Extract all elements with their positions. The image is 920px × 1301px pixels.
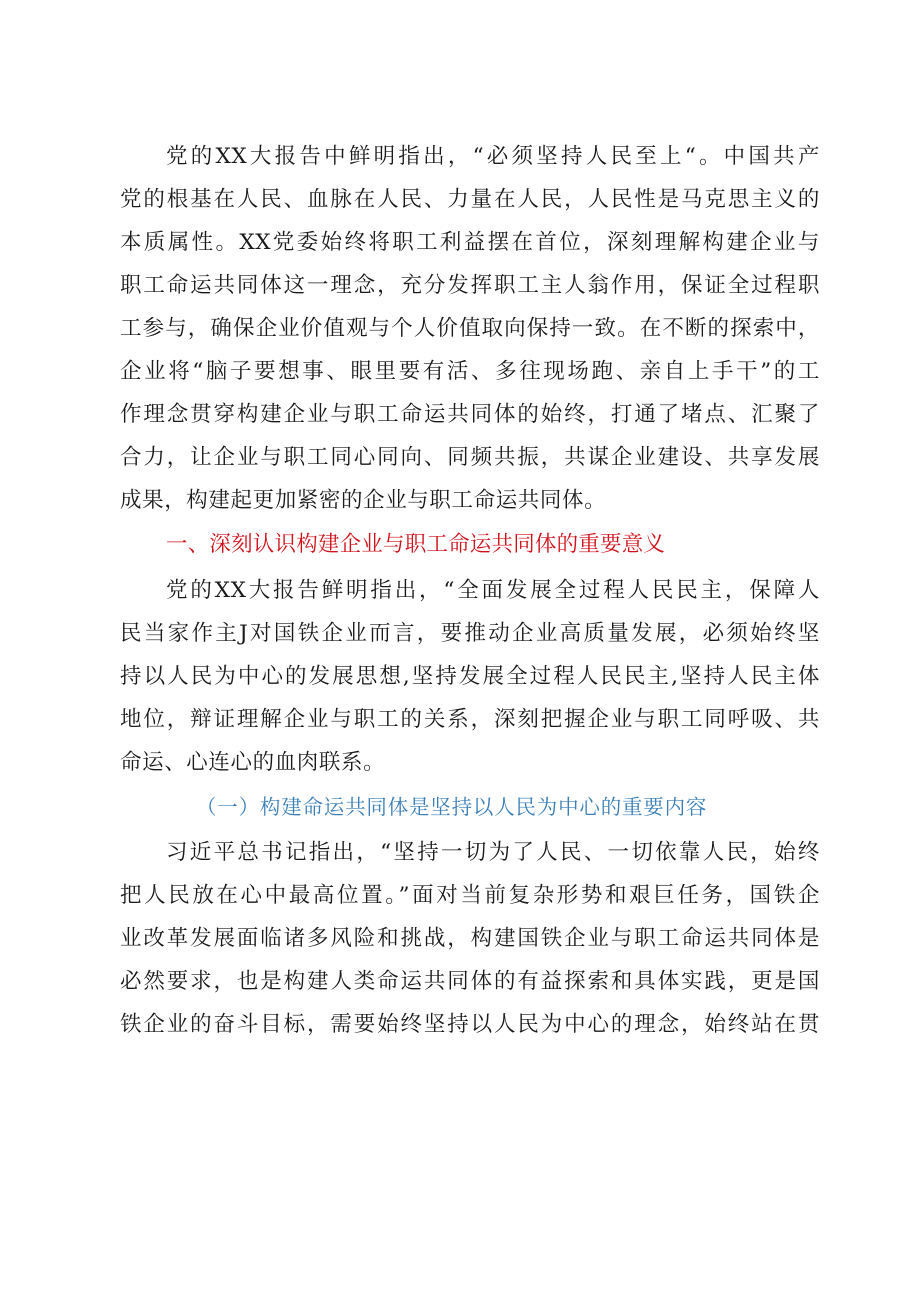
paragraph-1-line-7: 作理念贯穿构建企业与职工命运共同体的始终，打通了堵点、汇聚了 (120, 402, 820, 427)
paragraph-2-line-4: 地位，辩证理解企业与职工的关系，深刻把握企业与职工同呼吸、共 (120, 707, 820, 732)
paragraph-2-line-5: 命运、心连心的血肉联系。 (120, 750, 386, 775)
paragraph-1-line-9: 成果，构建起更加紧密的企业与职工命运共同体。 (120, 488, 607, 513)
paragraph-1-line-1: 党的XX大报告中鲜明指出，“必须坚持人民至上“。中国共产 (166, 144, 820, 169)
paragraph-1-line-5: 工参与，确保企业价值观与个人价值取向保持一致。在不断的探索中， (120, 316, 820, 341)
subsection-heading-1: （一）构建命运共同体是坚持以人民为中心的重要内容 (196, 795, 708, 819)
paragraph-3-line-4: 必然要求，也是构建人类命运共同体的有益探索和具体实践，更是国 (120, 969, 820, 994)
paragraph-1-line-3: 本质属性。XX党委始终将职工利益摆在首位，深刻理解构建企业与 (120, 230, 820, 255)
section-heading-1: 一、深刻认识构建企业与职工命运共同体的重要意义 (166, 532, 666, 557)
paragraph-3-line-3: 业改革发展面临诸多风险和挑战，构建国铁企业与职工命运共同体是 (120, 926, 820, 951)
paragraph-1-line-8: 合力，让企业与职工同心同向、同频共振，共谋企业建设、共享发展 (120, 445, 820, 470)
paragraph-3-line-1: 习近平总书记指出，“坚持一切为了人民、一切依靠人民，始终 (166, 840, 820, 865)
paragraph-3-line-5: 铁企业的奋斗目标，需要始终坚持以人民为中心的理念，始终站在贯 (120, 1012, 820, 1037)
paragraph-1-line-4: 职工命运共同体这一理念，充分发挥职工主人翁作用，保证全过程职 (120, 273, 820, 298)
paragraph-3-line-2: 把人民放在心中最高位置。”面对当前复杂形势和艰巨任务，国铁企 (120, 883, 820, 908)
paragraph-1-line-6: 企业将“脑子要想事、眼里要有活、多往现场跑、亲自上手干”的工 (120, 359, 820, 384)
paragraph-1-line-2: 党的根基在人民、血脉在人民、力量在人民，人民性是马克思主义的 (120, 187, 820, 212)
paragraph-2-line-1: 党的XX大报告鲜明指出，“全面发展全过程人民民主，保障人 (166, 578, 820, 603)
paragraph-2-line-2: 民当家作主J对国铁企业而言，要推动企业高质量发展，必须始终坚 (120, 621, 820, 646)
paragraph-2-line-3: 持以人民为中心的发展思想,坚持发展全过程人民民主,坚持人民主体 (120, 664, 820, 689)
